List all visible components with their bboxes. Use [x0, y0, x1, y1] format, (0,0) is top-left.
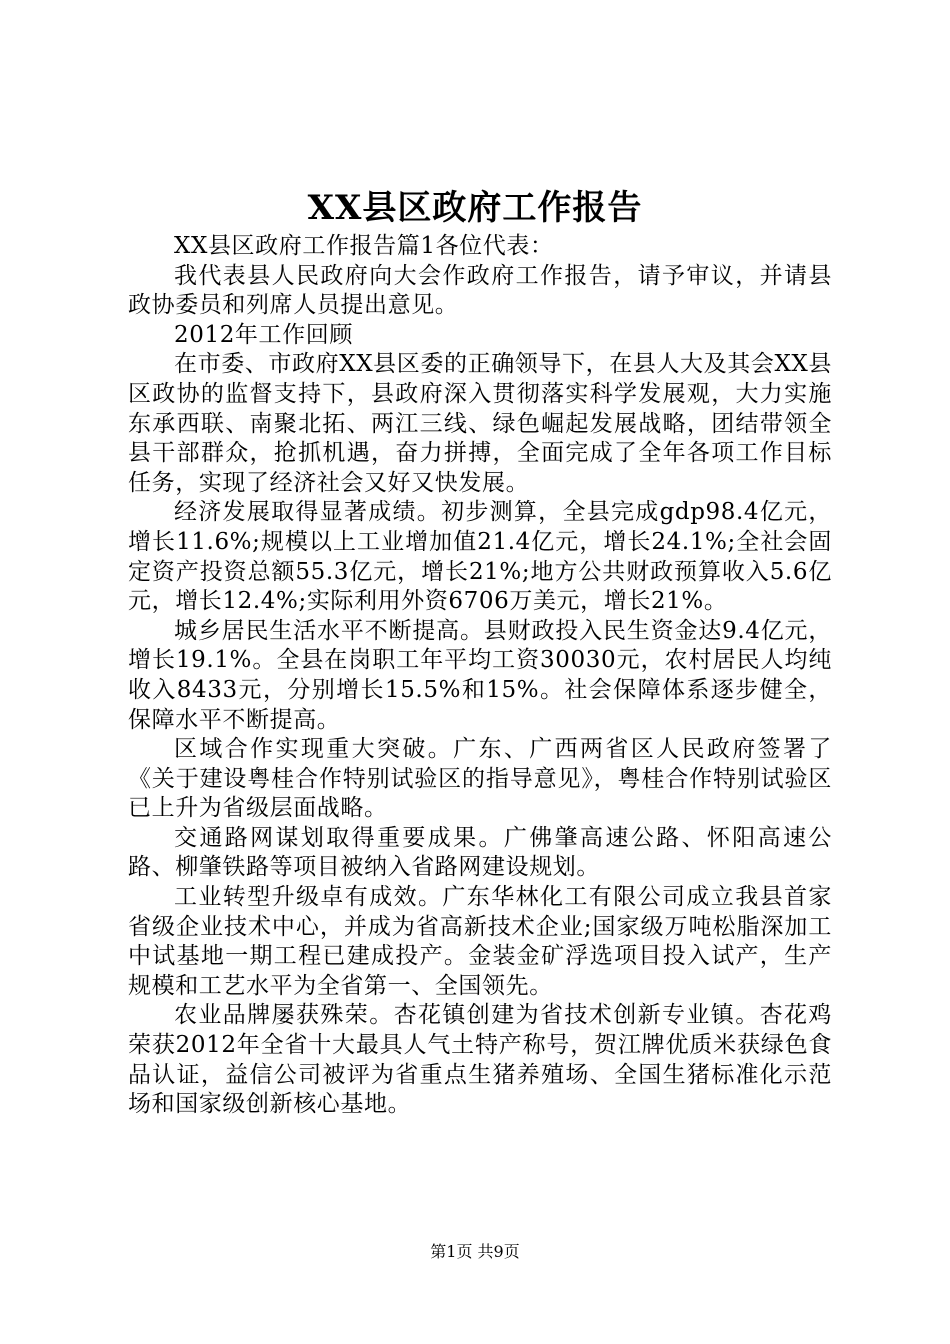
body-paragraph: 在市委、市政府XX县区委的正确领导下，在县人大及其会XX县区政协的监督支持下，县政府深入贯彻落实科学发展观，大力实施东承西联、南聚北拓、两江三线、绿色崛起发展战略，团结带领全县干部群众，抢抓机遇，奋力拼搏，全面完成了全年各项工作目标任务，实现了经济社会又好又快发展。: [128, 351, 832, 496]
document-body: [128, 232, 832, 1120]
section-heading: 2012年工作回顾: [174, 321, 353, 348]
body-paragraph: XX县区政府工作报告篇1各位代表：: [174, 233, 554, 259]
body-paragraph: 经济发展取得显著成绩。初步测算，全县完成gdp98.4亿元，增长11.6%;规模以上工业增加值21.4亿元，增长24.1%;全社会固定资产投资总额55.3亿元，增长21%;地方公共财政预算收入5.6亿元，增长12.4%;实际利用外资6706万美元，增长21%。: [128, 499, 832, 615]
page-number: 第1页 共9页: [430, 1242, 520, 1261]
body-paragraph: 工业转型升级卓有成效。广东华林化工有限公司成立我县首家省级企业技术中心，并成为省高新技术企业;国家级万吨松脂深加工中试基地一期工程已建成投产。金装金矿浮选项目投入试产，生产规模和工艺水平为全省第一、全国领先。: [128, 884, 832, 999]
body-paragraph: 城乡居民生活水平不断提高。县财政投入民生资金达9.4亿元，增长19.1%。全县在岗职工年平均工资30030元，农村居民人均纯收入8433元，分别增长15.5%和15%。社会保障体系逐步健全，保障水平不断提高。: [128, 617, 832, 733]
body-paragraph: 我代表县人民政府向大会作政府工作报告，请予审议，并请县政协委员和列席人员提出意见。: [128, 262, 832, 319]
body-paragraph: 交通路网谋划取得重要成果。广佛肇高速公路、怀阳高速公路、柳肇铁路等项目被纳入省路网建设规划。: [128, 824, 832, 881]
document-title: XX县区政府工作报告: [307, 188, 643, 228]
body-paragraph: 区域合作实现重大突破。广东、广西两省区人民政府签署了《关于建设粤桂合作特别试验区的指导意见》，粤桂合作特别试验区已上升为省级层面战略。: [128, 736, 832, 822]
body-paragraph: 农业品牌屡获殊荣。杏花镇创建为省技术创新专业镇。杏花鸡荣获2012年全省十大最具人气土特产称号，贺江牌优质米获绿色食品认证，益信公司被评为省重点生猪养殖场、全国生猪标准化示范场和国家级创新核心基地。: [128, 1002, 832, 1118]
